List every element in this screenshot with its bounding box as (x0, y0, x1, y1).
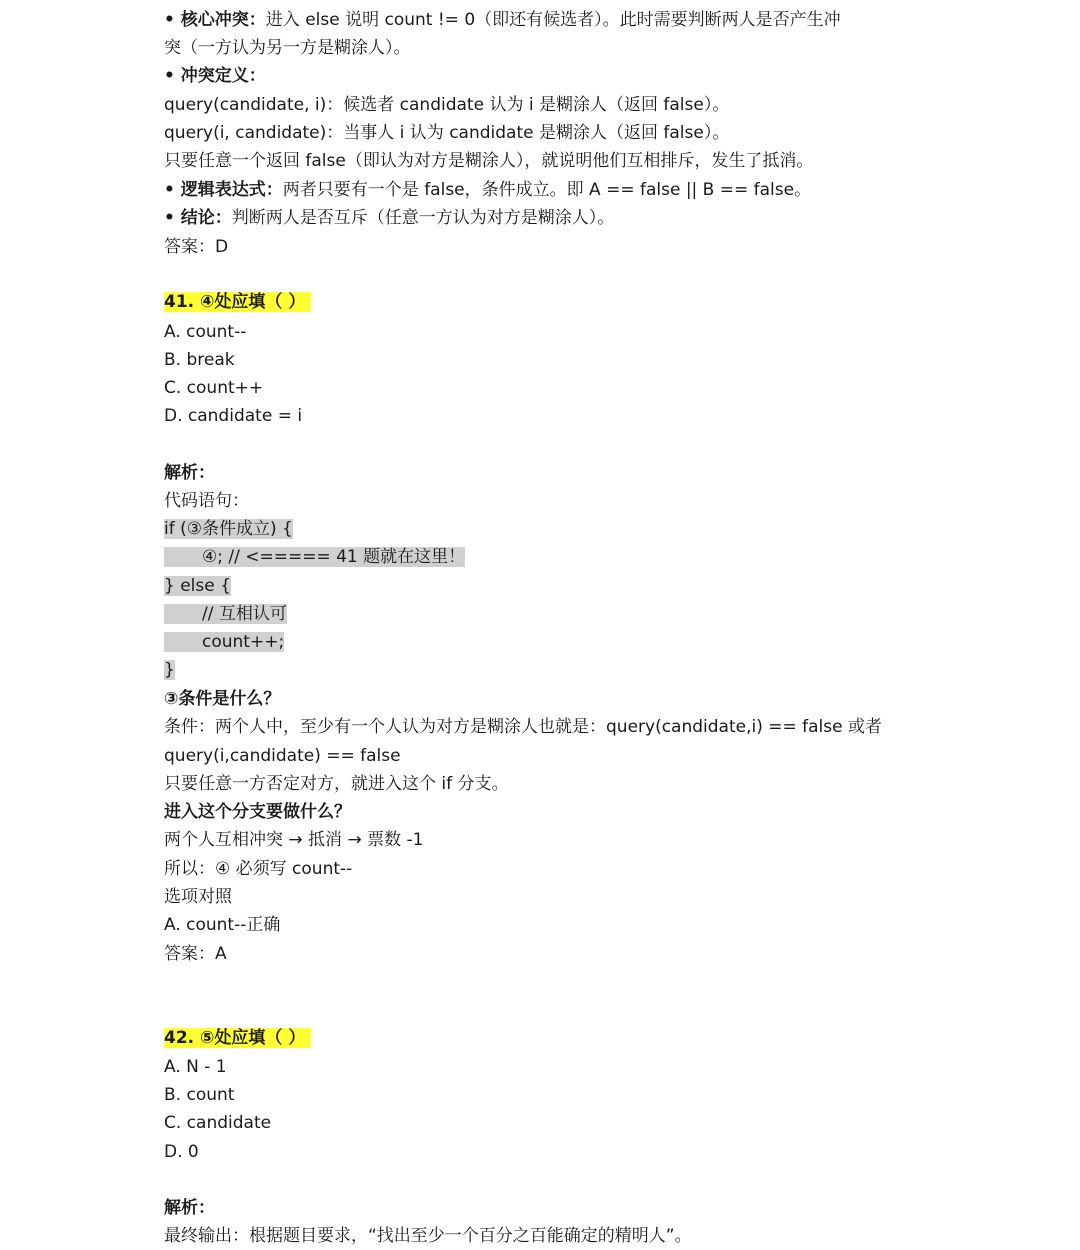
option-d: D. 0 (164, 1142, 199, 1162)
bullet-core-conflict-cont: 突（一方认为另一方是糊涂人）。 (164, 38, 411, 58)
code-text: // 互相认可 (164, 604, 287, 624)
final-output-line: 最终输出：根据题目要求，“找出至少一个百分之百能确定的精明人”。 (164, 1226, 692, 1246)
answer-line: 答案：D (164, 237, 229, 257)
definition-line-2: query(i, candidate)：当事人 i 认为 candidate 是糊涂人（返回 false）。 (164, 123, 730, 143)
bullet-text: 两者只要有一个是 false，条件成立。即 A == false || B == false。 (282, 180, 812, 200)
answer-line: 答案：A (164, 944, 227, 964)
branch-line-2: 所以：④ 必须写 count-- (164, 859, 353, 879)
code-text: } else { (164, 576, 231, 596)
option-compare: 选项对照 (164, 887, 232, 907)
option-b: B. break (164, 350, 235, 370)
code-label: 代码语句： (164, 491, 249, 511)
bullet-label: • 逻辑表达式： (164, 180, 283, 200)
condition-question: ③条件是什么？ (164, 689, 281, 709)
bullet-text: 进入 else 说明 count != 0（即还有候选者）。此时需要判断两人是否产生冲 (265, 10, 841, 30)
option-a: A. N - 1 (164, 1057, 227, 1077)
code-text: count++; (164, 632, 284, 652)
code-line-6 (164, 656, 175, 684)
analysis-label: 解析： (164, 1198, 215, 1218)
condition-line-2: query(i,candidate) == false (164, 746, 401, 766)
question-41-title (164, 288, 311, 316)
definition-line-3: 只要任意一个返回 false（即认为对方是糊涂人），就说明他们互相排斥，发生了抵消。 (164, 151, 814, 171)
correct-option: A. count--正确 (164, 915, 281, 935)
branch-question: 进入这个分支要做什么？ (164, 802, 351, 822)
option-d: D. candidate = i (164, 406, 303, 426)
condition-line-3: 只要任意一方否定对方，就进入这个 if 分支。 (164, 774, 509, 794)
code-text: } (164, 660, 175, 680)
code-text: if (③条件成立) { (164, 519, 293, 539)
code-line-4 (164, 600, 287, 628)
code-text: ④; // <===== 41 题就在这里！ (164, 547, 465, 567)
bullet-conflict-definition: • 冲突定义： (164, 66, 266, 86)
question-title-highlight: 41. ④处应填（ ） (164, 292, 311, 312)
question-42-title (164, 1024, 311, 1052)
bullet-core-conflict (164, 6, 841, 34)
condition-line-1: 条件：两个人中，至少有一个人认为对方是糊涂人也就是：query(candidate,i) == false 或者 (164, 717, 882, 737)
option-c: C. candidate (164, 1113, 272, 1133)
definition-line-1: query(candidate, i)：候选者 candidate 认为 i 是糊涂人（返回 false）。 (164, 95, 730, 115)
option-b: B. count (164, 1085, 235, 1105)
bullet-label: • 结论： (164, 208, 232, 228)
code-line-2 (164, 543, 465, 571)
code-line-3 (164, 572, 231, 600)
option-a: A. count-- (164, 322, 247, 342)
bullet-logic-expression (164, 176, 811, 204)
question-title-highlight: 42. ⑤处应填（ ） (164, 1028, 311, 1048)
code-line-5 (164, 628, 284, 656)
bullet-conclusion (164, 204, 614, 232)
branch-line-1: 两个人互相冲突 → 抵消 → 票数 -1 (164, 830, 424, 850)
analysis-label: 解析： (164, 463, 215, 483)
option-c: C. count++ (164, 378, 264, 398)
bullet-text: 判断两人是否互斥（任意一方认为对方是糊涂人）。 (231, 208, 615, 228)
code-line-1 (164, 515, 293, 543)
bullet-label: • 核心冲突： (164, 10, 266, 30)
